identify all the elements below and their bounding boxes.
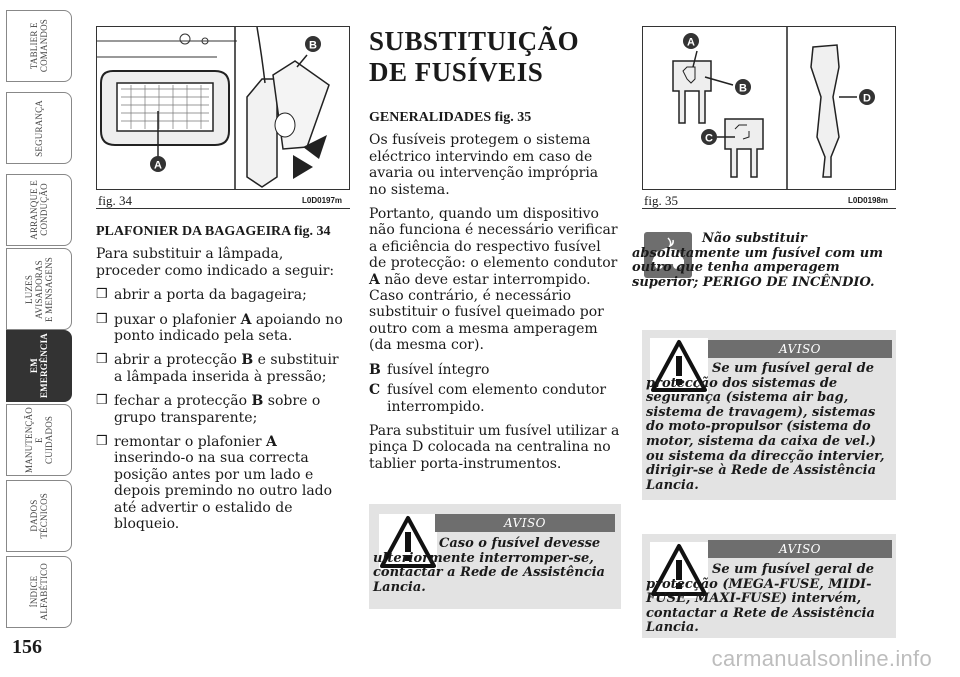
chapter-tabs	[0, 0, 74, 640]
tab-dados[interactable]	[6, 480, 72, 552]
middle-column	[369, 110, 620, 480]
section-heading: PLAFONIER DA BAGAGEIRA fig. 34	[96, 224, 331, 239]
tab-luzes[interactable]	[6, 248, 72, 330]
figure-35-illustration	[642, 26, 896, 190]
bullet-icon: ❒	[96, 287, 108, 303]
intro-text: Para substituir a lâmpada, proceder como indicado a seguir:	[96, 246, 335, 279]
watermark: carmanualsonline.info	[711, 646, 932, 671]
definition-value: fusível com elemento condutor interrompido.	[387, 382, 607, 415]
tab-label: ÍNDICE ALFABÉTICO	[29, 563, 49, 621]
bullet-icon: ❒	[96, 434, 108, 450]
tab-label: MANUTENÇÃO E CUIDADOS	[24, 407, 54, 473]
figure-34-caption: fig. 34	[98, 193, 132, 208]
definition-value: fusível íntegro	[387, 361, 490, 378]
tab-label: EM EMERGÊNCIA	[29, 333, 49, 399]
callout-a: A	[687, 36, 695, 49]
fire-hazard-warning	[632, 231, 896, 312]
definition-row	[369, 362, 620, 378]
figure-35-caption: fig. 35	[644, 193, 678, 208]
bullet-icon: ❒	[96, 352, 108, 368]
tab-indice[interactable]	[6, 556, 72, 628]
warning-box-mega-fuse	[642, 534, 896, 638]
tab-label: TABLIER E COMANDOS	[29, 19, 49, 73]
warning-box-safety-fuse	[642, 330, 896, 500]
callout-d: D	[863, 92, 871, 105]
list-item	[96, 393, 350, 426]
tab-label: DADOS TÉCNICOS	[29, 493, 49, 539]
figure-35-code: L0D0198m	[848, 196, 889, 205]
list-item	[96, 312, 350, 345]
list-item-text: abrir a porta da bagageira;	[114, 287, 307, 304]
left-column	[96, 224, 350, 541]
bullet-icon: ❒	[96, 393, 108, 409]
bullet-icon: ❒	[96, 311, 108, 327]
page-title	[369, 26, 579, 88]
tab-seguranca[interactable]	[6, 92, 72, 164]
figure-34-illustration	[96, 26, 350, 190]
tab-tablier[interactable]	[6, 10, 72, 82]
tab-arranque[interactable]	[6, 174, 72, 246]
warning-label: AVISO	[435, 514, 615, 532]
tab-label: ARRANQUE E CONDUÇÃO	[29, 180, 49, 240]
definition-key: B	[369, 361, 381, 378]
tab-emergencia[interactable]	[6, 330, 72, 402]
paragraph: Os fusíveis protegem o sistema eléctrico intervindo em caso de avaria ou intervenção imprópria no sistema.	[369, 132, 599, 198]
fire-hazard-text: Não substituir absolutamente um fusível com um outro que tenha amperagem superior; PERIGO DE INCÊNDIO.	[632, 231, 883, 290]
warning-text: Se um fusível geral de protecção (MEGA-FUSE, MIDI-FUSE, MAXI-FUSE) intervém, contactar a Rete de Assistência Lancia.	[646, 562, 875, 636]
list-item-text: puxar o plafonier A apoiando no ponto indicado pela seta.	[114, 311, 343, 345]
tab-label: LUZES AVISADORAS E MENSAGENS	[24, 256, 54, 322]
list-item	[96, 287, 350, 303]
callout-c: C	[705, 132, 713, 145]
section-heading: GENERALIDADES fig. 35	[369, 110, 532, 125]
callout-a: A	[154, 159, 162, 172]
warning-box-fuse	[369, 504, 621, 609]
list-item-text: fechar a protecção B sobre o grupo transparente;	[114, 393, 321, 426]
warning-label: AVISO	[708, 340, 892, 358]
warning-text: Se um fusível geral de protecção dos sistemas de segurança (sistema air bag, sistema de travagem), sistemas do moto-propulsor (sistema do motor, sistema da caixa de vel.) ou sistema da direcção intervier, dirigir-se à Rede de Assistência Lancia.	[646, 361, 885, 493]
page-title-line2: DE FUSÍVEIS	[369, 57, 544, 87]
callout-b: B	[309, 39, 317, 52]
figure-35-rule	[642, 208, 896, 209]
definition-key: C	[369, 382, 381, 399]
list-item	[96, 434, 350, 532]
paragraph: Para substituir um fusível utilizar a pinça D colocada na centralina no tablier porta-instrumentos.	[369, 422, 620, 472]
definition-row	[369, 382, 620, 415]
page-title-line1: SUBSTITUIÇÃO	[369, 26, 580, 56]
fuse-illustration	[643, 27, 896, 190]
list-item-text: abrir a protecção B e substituir a lâmpada inserida à pressão;	[114, 352, 339, 385]
warning-text: Caso o fusível devesse ulteriormente interromper-se, contactar a Rede de Assistência Lancia.	[373, 536, 605, 595]
list-item	[96, 352, 350, 385]
figure-34-code: L0D0197m	[302, 196, 343, 205]
tab-label: SEGURANÇA	[34, 99, 44, 157]
paragraph: Portanto, quando um dispositivo não funciona é necessário verificar a eficiência do respectivo fusível de protecção: o elemento condutor A não deve estar interrompido. Caso contrário, é necessário substituir o fusível queimado por outro com a mesma amperagem (da mesma cor).	[369, 206, 618, 354]
callout-b: B	[739, 82, 747, 95]
trunk-light-illustration	[97, 27, 350, 190]
tab-manutencao[interactable]	[6, 404, 72, 476]
list-item-text: remontar o plafonier A inserindo-o na sua correcta posição antes por um lado e depois premindo no outro lado até advertir o estalido de bloqueio.	[114, 434, 333, 533]
page-number: 156	[12, 636, 42, 658]
warning-label: AVISO	[708, 540, 892, 558]
figure-34-rule	[96, 208, 350, 209]
